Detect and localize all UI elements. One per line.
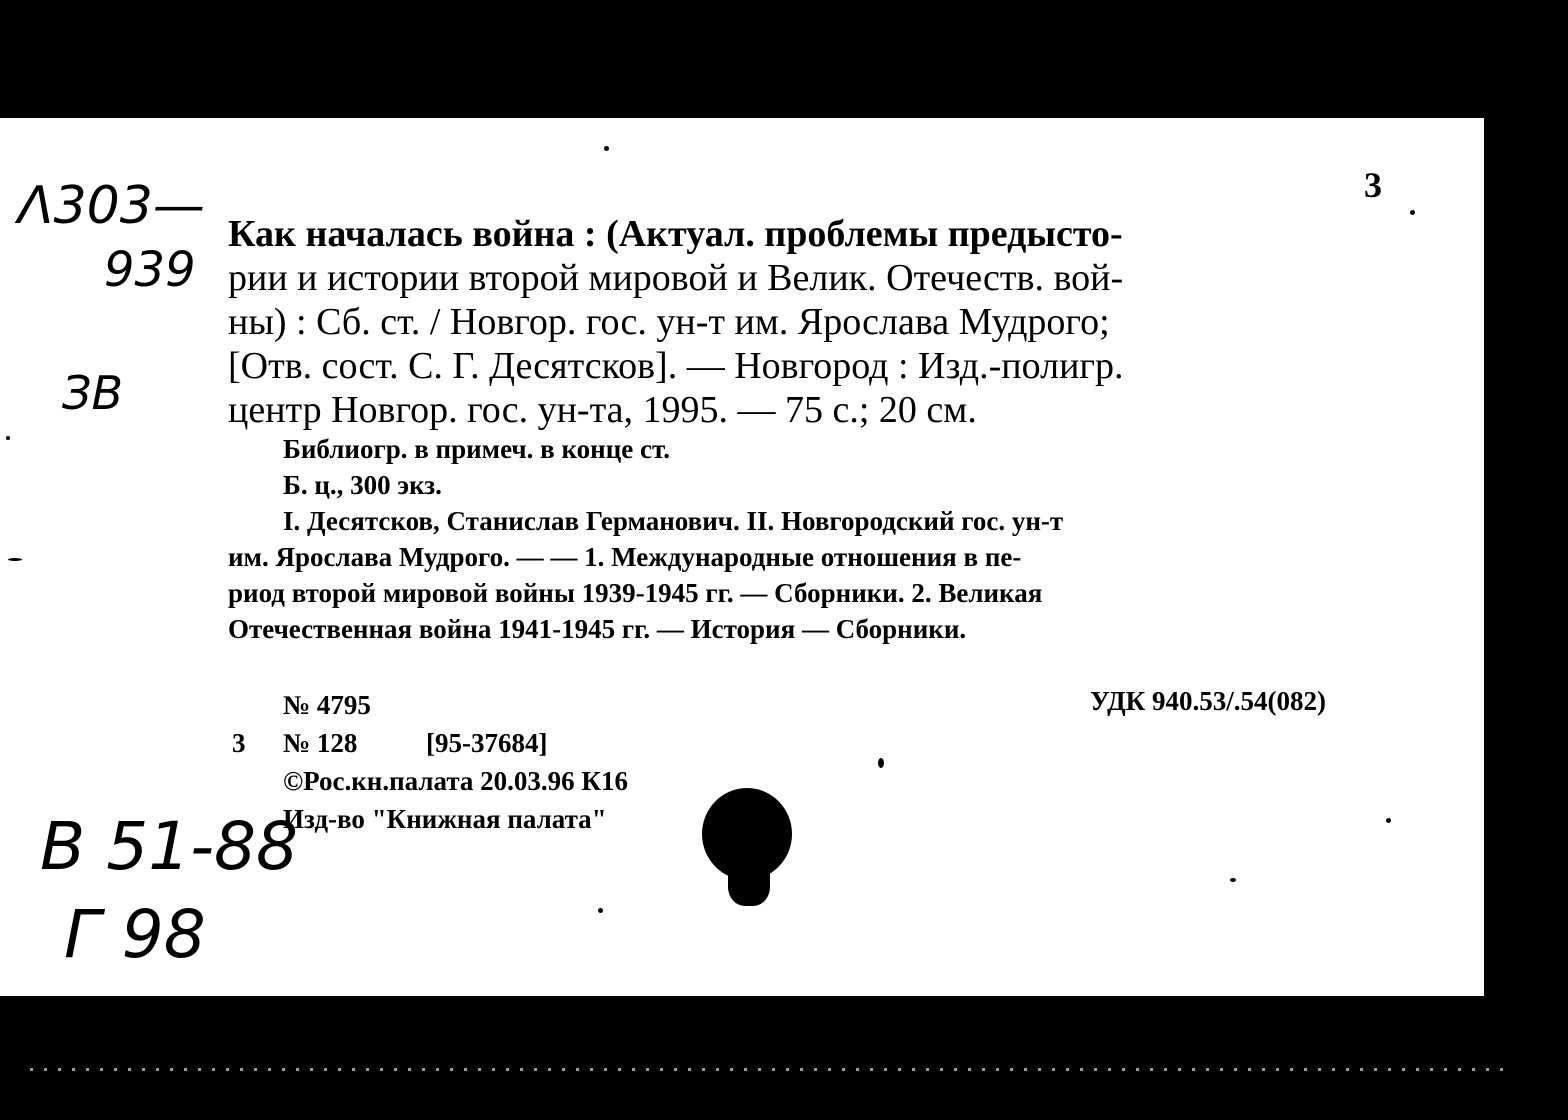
description-line: Как началась война : (Актуал. проблемы предысто- [228, 213, 1123, 255]
description-line: центр Новгор. гос. ун-та, 1995. — 75 с.; 20 см. [228, 389, 977, 431]
added-entry-line: I. Десятсков, Станислав Германович. II. Новгородский гос. ун-т [283, 506, 1064, 536]
page-number: 3 [1364, 165, 1382, 205]
speck [598, 908, 603, 913]
udc-code: УДК 940.53/.54(082) [1090, 686, 1326, 716]
handwritten-shelf-number: 939 [104, 242, 196, 298]
note-line: Библиогр. в примеч. в конце ст. [283, 434, 670, 464]
added-entry-line: риод второй мировой войны 1939-1945 гг. — Сборники. 2. Великая [228, 578, 1043, 608]
speck [1410, 210, 1415, 215]
handwritten-call-number-1: В 51-88 [40, 808, 299, 885]
description-line: рии и истории второй мировой и Велик. Отечеств. вой- [228, 257, 1124, 299]
registry-number: [95-37684] [426, 728, 548, 758]
description-line: ны) : Сб. ст. / Новгор. гос. ун-т им. Ярослава Мудрого; [228, 301, 1110, 343]
added-entry-line: им. Ярослава Мудрого. — — 1. Международные отношения в пе- [228, 542, 1022, 572]
note-line: Б. ц., 300 экз. [283, 470, 442, 500]
added-entry-line: Отечественная война 1941-1945 гг. — История — Сборники. [228, 614, 967, 644]
speck [6, 436, 10, 440]
issue-number: № 128 [283, 728, 358, 758]
speck [878, 758, 884, 768]
line-prefix: 3 [232, 728, 246, 758]
ink-blot-tail [728, 858, 770, 906]
handwritten-shelf-top: Λ303— [18, 176, 205, 236]
scan-dotted-line [30, 1068, 1510, 1071]
handwritten-call-number-2: Г 98 [64, 896, 206, 973]
speck [1230, 878, 1236, 882]
speck [8, 558, 22, 561]
handwritten-shelf-mark: ЗВ [62, 366, 124, 420]
speck [604, 146, 609, 151]
record-number: № 4795 [283, 690, 371, 720]
publisher-line: Изд-во "Книжная палата" [283, 804, 607, 834]
description-line: [Отв. сост. С. Г. Десятсков]. — Новгород : Изд.-полигр. [228, 345, 1124, 387]
speck [1386, 818, 1391, 823]
copyright-line: ©Рос.кн.палата 20.03.96 К16 [283, 766, 629, 796]
catalog-card [0, 118, 1484, 996]
